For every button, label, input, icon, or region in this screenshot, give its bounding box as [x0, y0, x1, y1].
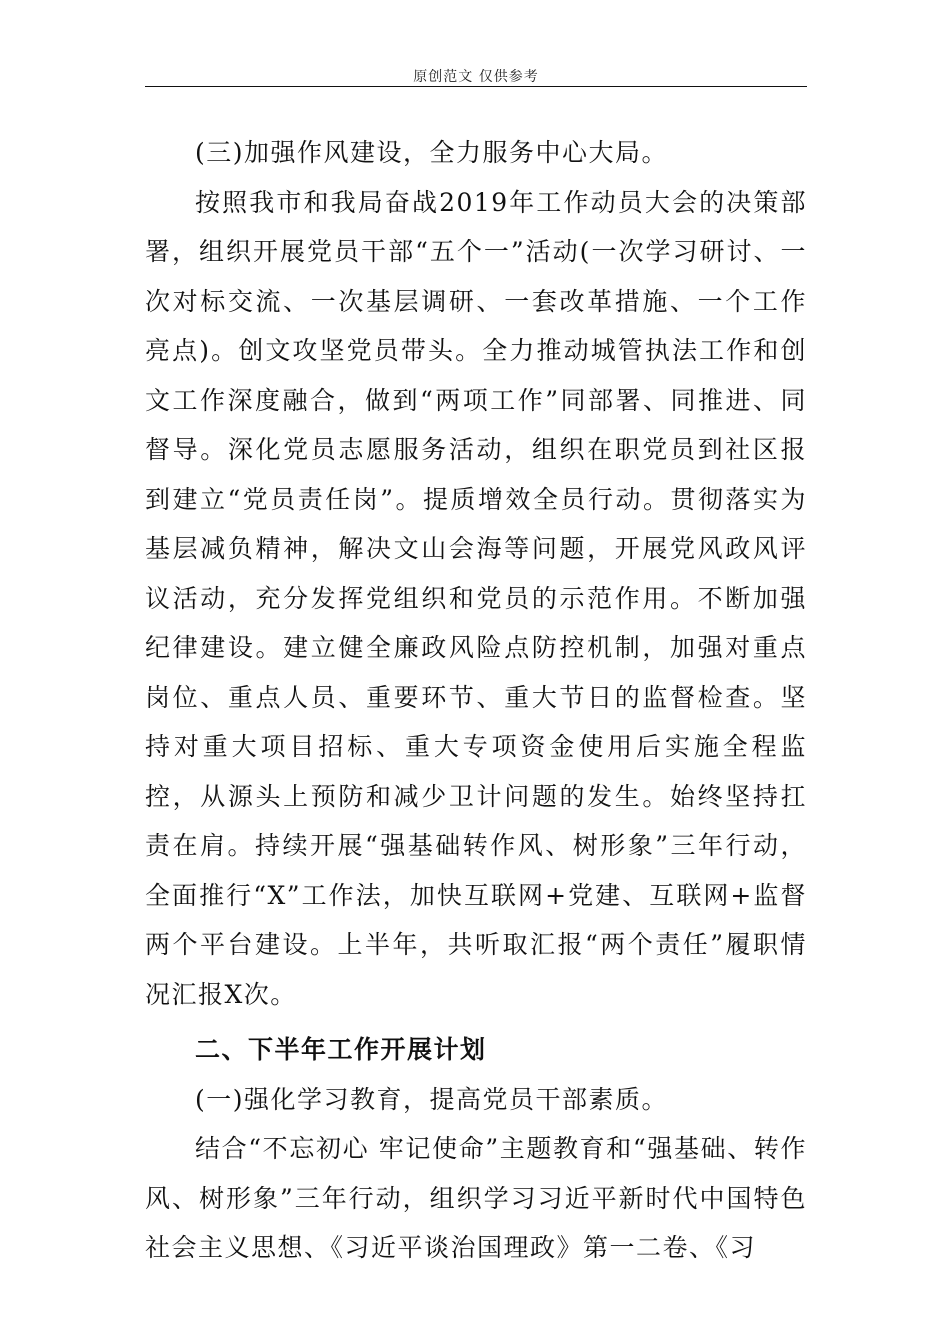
- page-header: 原创范文 仅供参考: [413, 69, 539, 85]
- document-body: [145, 128, 807, 1273]
- body-paragraph: 结合“不忘初心 牢记使命”主题教育和“强基础、转作风、树形象”三年行动，组织学习习近平新时代中国特色社会主义思想、《习近平谈治国理政》第一二卷、《习: [145, 1134, 807, 1262]
- body-paragraph: 按照我市和我局奋战2019年工作动员大会的决策部署，组织开展党员干部“五个一”活动(一次学习研讨、一次对标交流、一次基层调研、一套改革措施、一个工作亮点)。创文攻坚党员带头。全力推动城管执法工作和创文工作深度融合，做到“两项工作”同部署、同推进、同督导。深化党员志愿服务活动，组织在职党员到社区报到建立“党员责任岗”。提质增效全员行动。贯彻落实为基层减负精神，解决文山会海等问题，开展党风政风评议活动，充分发挥党组织和党员的示范作用。不断加强纪律建设。建立健全廉政风险点防控机制，加强对重点岗位、重点人员、重要环节、重大节日的监督检查。坚持对重大项目招标、重大专项资金使用后实施全程监控，从源头上预防和减少卫计问题的发生。始终坚持扛责在肩。持续开展“强基础转作风、树形象”三年行动，全面推行“X”工作法，加快互联网+党建、互联网+监督两个平台建设。上半年，共听取汇报“两个责任”履职情况汇报X次。: [145, 187, 807, 1009]
- section-heading: 二、下半年工作开展计划: [195, 1035, 487, 1064]
- subsection-heading: (三)加强作风建设，全力服务中心大局。: [195, 138, 669, 167]
- header-divider: [145, 86, 807, 87]
- subsection-heading: (一)强化学习教育，提高党员干部素质。: [195, 1084, 669, 1114]
